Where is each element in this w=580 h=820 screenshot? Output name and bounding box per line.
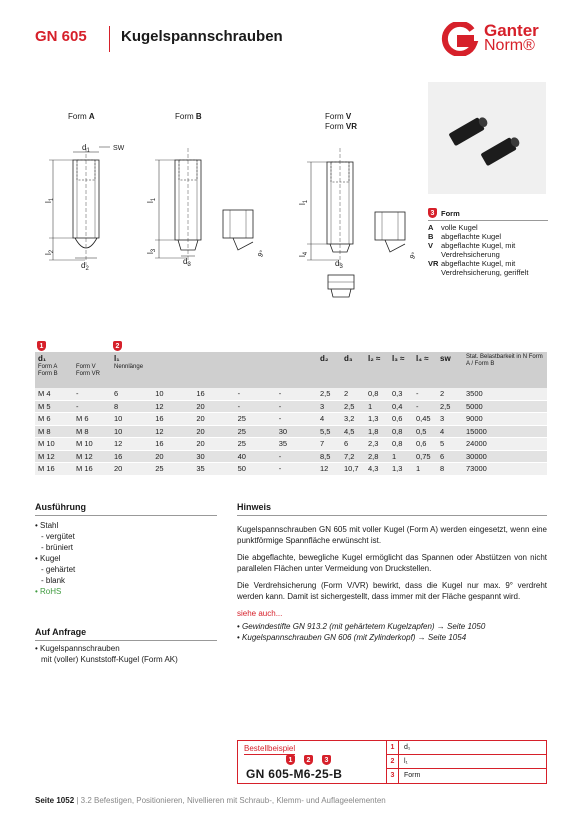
col-l1: l₁ Nennlänge xyxy=(111,352,317,388)
table-cell: 9000 xyxy=(463,413,547,426)
table-cell: 50 xyxy=(235,463,276,476)
table-cell: 2,5 xyxy=(317,388,341,400)
table-cell: 8 xyxy=(111,400,152,413)
angle-label-v: 9° xyxy=(409,251,419,261)
col-d2: d₂ xyxy=(317,352,341,388)
table-cell: 12 xyxy=(152,400,193,413)
badge-1: 1 xyxy=(37,341,46,351)
table-cell: M 5 xyxy=(35,400,73,413)
table-cell: 6 xyxy=(341,438,365,451)
table-header-row xyxy=(35,352,547,388)
table-cell: 25 xyxy=(235,438,276,451)
table-cell: 20 xyxy=(193,438,234,451)
table-cell: 8,5 xyxy=(317,450,341,463)
table-cell: - xyxy=(235,400,276,413)
order-badge-2: 2 xyxy=(304,755,313,765)
table-cell: 1,8 xyxy=(365,425,389,438)
table-cell: - xyxy=(73,400,111,413)
ausfuehrung-item: • Kugel xyxy=(35,553,217,564)
ganter-logo xyxy=(440,22,550,58)
table-cell: 4,5 xyxy=(341,425,365,438)
ausfuehrung-list xyxy=(35,520,217,597)
table-cell: 0,4 xyxy=(389,400,413,413)
d3-label: $d_3$ xyxy=(183,257,191,268)
table-cell: 20 xyxy=(193,425,234,438)
order-title: Bestellbeispiel xyxy=(244,744,296,753)
table-body xyxy=(35,388,547,475)
screws-image xyxy=(428,82,546,194)
order-row: 3 Form xyxy=(387,769,546,783)
table-cell: 16 xyxy=(111,450,152,463)
page-header xyxy=(35,21,550,58)
table-cell: - xyxy=(413,400,437,413)
table-cell: 0,8 xyxy=(389,425,413,438)
table-cell: 24000 xyxy=(463,438,547,451)
col-l3: l₃ ≈ xyxy=(389,352,413,388)
ausfuehrung-item: - blank xyxy=(35,575,217,586)
ganter-g-icon xyxy=(440,22,480,56)
table-cell: - xyxy=(276,413,317,426)
order-row: 2 l₁ xyxy=(387,755,546,769)
form-a-drawing xyxy=(49,147,110,265)
technical-drawings xyxy=(35,100,425,330)
col-load: Stat. Belastbarkeit in N Form A / Form B xyxy=(463,352,547,388)
ref-link-2[interactable]: • Kugelspannschrauben GN 606 (mit Zylinderkopf) → Seite 1054 xyxy=(237,632,547,643)
badge-3: 3 xyxy=(428,208,437,218)
table-cell: 20 xyxy=(193,413,234,426)
siehe-auch: siehe auch... xyxy=(237,609,283,618)
table-cell: 7,2 xyxy=(341,450,365,463)
page-footer: Seite 1052 | 3.2 Befestigen, Positionieren, Nivellieren mit Schraub-, Klemm- und Auflageelementen xyxy=(35,796,386,805)
table-row xyxy=(35,425,547,438)
table-cell: 35 xyxy=(193,463,234,476)
table-cell: - xyxy=(413,388,437,400)
product-photo xyxy=(428,82,546,194)
form-a-label: Form A xyxy=(68,112,95,121)
table-row xyxy=(35,450,547,463)
table-cell: 12 xyxy=(152,425,193,438)
order-badge-1: 1 xyxy=(286,755,295,765)
col-l4: l₄ ≈ xyxy=(413,352,437,388)
col-formv: Form V Form VR xyxy=(73,352,111,388)
table-cell: M 8 xyxy=(35,425,73,438)
table-cell: 3 xyxy=(437,413,463,426)
anfrage-item-cont: mit (voller) Kunststoff-Kugel (Form AK) xyxy=(41,655,178,664)
hinweis-text xyxy=(237,524,547,643)
table-cell: 0,8 xyxy=(365,388,389,400)
table-cell: M 4 xyxy=(35,388,73,400)
table-cell: 3,2 xyxy=(341,413,365,426)
table-cell: 40 xyxy=(235,450,276,463)
table-cell: 15000 xyxy=(463,425,547,438)
table-cell: 4,3 xyxy=(365,463,389,476)
table-cell: 20 xyxy=(193,400,234,413)
legend-items xyxy=(428,223,548,277)
table-cell: 12 xyxy=(317,463,341,476)
table-cell: 25 xyxy=(235,413,276,426)
table-cell: - xyxy=(73,388,111,400)
table-cell: 30000 xyxy=(463,450,547,463)
drawing-svg xyxy=(35,100,425,330)
table-cell: - xyxy=(276,450,317,463)
col-d3: d₃ xyxy=(341,352,365,388)
table-cell: 7 xyxy=(317,438,341,451)
table-cell: 0,5 xyxy=(413,425,437,438)
table-cell: 1 xyxy=(413,463,437,476)
table-cell: 0,3 xyxy=(389,388,413,400)
order-left xyxy=(238,741,386,783)
form-v-drawing xyxy=(307,148,405,297)
ausfuehrung-item: - vergütet xyxy=(35,531,217,542)
table-cell: 0,75 xyxy=(413,450,437,463)
table-cell: 4 xyxy=(437,425,463,438)
l1-label-v: $l_1$ xyxy=(298,199,309,205)
l2-label: $l_2$ xyxy=(44,249,55,255)
legend-title: 3 Form xyxy=(428,208,548,221)
table-row xyxy=(35,388,547,400)
dimension-table xyxy=(35,352,547,476)
form-vr-label: Form VR xyxy=(325,122,358,131)
form-b-drawing xyxy=(155,148,253,265)
table-cell: 10,7 xyxy=(341,463,365,476)
table-cell: M 6 xyxy=(35,413,73,426)
table-cell: - xyxy=(276,388,317,400)
sw-label: SW xyxy=(113,145,125,152)
table-cell: M 8 xyxy=(73,425,111,438)
table-cell: 1,3 xyxy=(389,463,413,476)
table-cell: 3500 xyxy=(463,388,547,400)
ausfuehrung-title: Ausführung xyxy=(35,502,217,516)
table-cell: 5,5 xyxy=(317,425,341,438)
ausfuehrung-item: - gehärtet xyxy=(35,564,217,575)
table-cell: 1 xyxy=(389,450,413,463)
legend-item: A volle Kugel xyxy=(428,223,478,232)
legend-item: VR abgeflachte Kugel, mit Verdrehsicherung, geriffelt xyxy=(428,259,529,277)
logo-sub: Norm® xyxy=(484,37,535,54)
table-cell: M 16 xyxy=(73,463,111,476)
order-key xyxy=(386,741,546,783)
table-row xyxy=(35,413,547,426)
form-legend xyxy=(428,208,548,277)
table-cell: 35 xyxy=(276,438,317,451)
table-cell: 2 xyxy=(437,388,463,400)
table-cell: 5 xyxy=(437,438,463,451)
table-cell: 0,45 xyxy=(413,413,437,426)
table-cell: M 12 xyxy=(35,450,73,463)
table-cell: 5000 xyxy=(463,400,547,413)
col-l2: l₂ ≈ xyxy=(365,352,389,388)
page-title: Kugelspannschrauben xyxy=(121,28,283,45)
table-cell: 10 xyxy=(111,425,152,438)
table-cell: 20 xyxy=(111,463,152,476)
ausfuehrung-item: - brüniert xyxy=(35,542,217,553)
table-cell: 2,5 xyxy=(341,400,365,413)
table-cell: M 10 xyxy=(73,438,111,451)
table-cell: 8 xyxy=(437,463,463,476)
table-cell: 16 xyxy=(193,388,234,400)
order-code: GN 605-M6-25-B xyxy=(246,767,343,781)
order-row: 1 d₁ xyxy=(387,741,546,755)
table-cell: 30 xyxy=(276,425,317,438)
table-cell: M 10 xyxy=(35,438,73,451)
table-cell: 0,8 xyxy=(389,438,413,451)
table-cell: 25 xyxy=(152,463,193,476)
table-row xyxy=(35,463,547,476)
anfrage-title: Auf Anfrage xyxy=(35,627,217,641)
badge-2: 2 xyxy=(113,341,122,351)
ausfuehrung-item: • Stahl xyxy=(35,520,217,531)
hinweis-p2: Die abgeflachte, bewegliche Kugel ermöglicht das Spannen oder Abstützen von nicht parallelen Flächen unter Vermeidung von Druckstellen. xyxy=(237,553,547,573)
table-cell: - xyxy=(276,463,317,476)
legend-item: V abgeflachte Kugel, mit Verdrehsicherung xyxy=(428,241,516,259)
l3-label: $l_3$ xyxy=(146,248,157,254)
table-cell: 6 xyxy=(111,388,152,400)
header-divider xyxy=(109,26,110,52)
ausfuehrung-item: • RoHS xyxy=(35,586,217,597)
table-cell: 30 xyxy=(193,450,234,463)
legend-item: B abgeflachte Kugel xyxy=(428,232,502,241)
product-code: GN 605 xyxy=(35,28,87,45)
table-cell: 1,3 xyxy=(365,413,389,426)
table-cell: 2,8 xyxy=(365,450,389,463)
l4-label: $l_4$ xyxy=(298,251,309,257)
table-cell: 12 xyxy=(111,438,152,451)
order-example xyxy=(237,740,547,784)
hinweis-p3: Die Verdrehsicherung (Form V/VR) bewirkt, dass die Kugel nur max. 9° verdreht werden kann. Damit ist sichergestellt, dass immer mit der Fläche gespannt wird. xyxy=(237,581,547,601)
d3-label-v: $d_3$ xyxy=(335,259,343,270)
table-cell: 0,6 xyxy=(389,413,413,426)
ref-link-1[interactable]: • Gewindestifte GN 913.2 (mit gehärtetem Kugelzapfen) → Seite 1050 xyxy=(237,621,547,632)
table-cell: 16 xyxy=(152,413,193,426)
d1-label: $d_1$ xyxy=(82,143,90,154)
table-row xyxy=(35,438,547,451)
anfrage-item: • Kugelspannschrauben xyxy=(35,643,225,654)
table-cell: 2,5 xyxy=(437,400,463,413)
col-sw: sw xyxy=(437,352,463,388)
angle-label-b: 9° xyxy=(257,249,267,259)
form-b-label: Form B xyxy=(175,112,202,121)
table-row xyxy=(35,400,547,413)
table-cell: M 6 xyxy=(73,413,111,426)
table-cell: 6 xyxy=(437,450,463,463)
l1-label-b: $l_1$ xyxy=(146,197,157,203)
table-cell: 1 xyxy=(365,400,389,413)
table-cell: M 16 xyxy=(35,463,73,476)
order-badge-3: 3 xyxy=(322,755,331,765)
table-cell: 10 xyxy=(111,413,152,426)
table-cell: 25 xyxy=(235,425,276,438)
anfrage-list xyxy=(35,643,225,665)
table-cell: 0,6 xyxy=(413,438,437,451)
col-d1: d₁ Form A Form B xyxy=(35,352,73,388)
table-cell: 2 xyxy=(341,388,365,400)
table-cell: M 12 xyxy=(73,450,111,463)
table-cell: 73000 xyxy=(463,463,547,476)
order-badges xyxy=(286,755,331,765)
table-cell: 20 xyxy=(152,450,193,463)
form-v-label: Form V xyxy=(325,112,352,121)
l1-label: $l_1$ xyxy=(44,197,55,203)
hinweis-p1: Kugelspannschrauben GN 605 mit voller Kugel (Form A) werden eingesetzt, wenn eine punktförmige Spannfläche erwünscht ist. xyxy=(237,525,547,545)
table-cell: 16 xyxy=(152,438,193,451)
table-cell: 2,3 xyxy=(365,438,389,451)
table-cell: 4 xyxy=(317,413,341,426)
hinweis-title: Hinweis xyxy=(237,502,547,516)
table-cell: 3 xyxy=(317,400,341,413)
table-cell: 10 xyxy=(152,388,193,400)
logo-name: Ganter xyxy=(484,21,539,40)
table-cell: - xyxy=(276,400,317,413)
d2-label: $d_2$ xyxy=(81,261,89,272)
table-cell: - xyxy=(235,388,276,400)
